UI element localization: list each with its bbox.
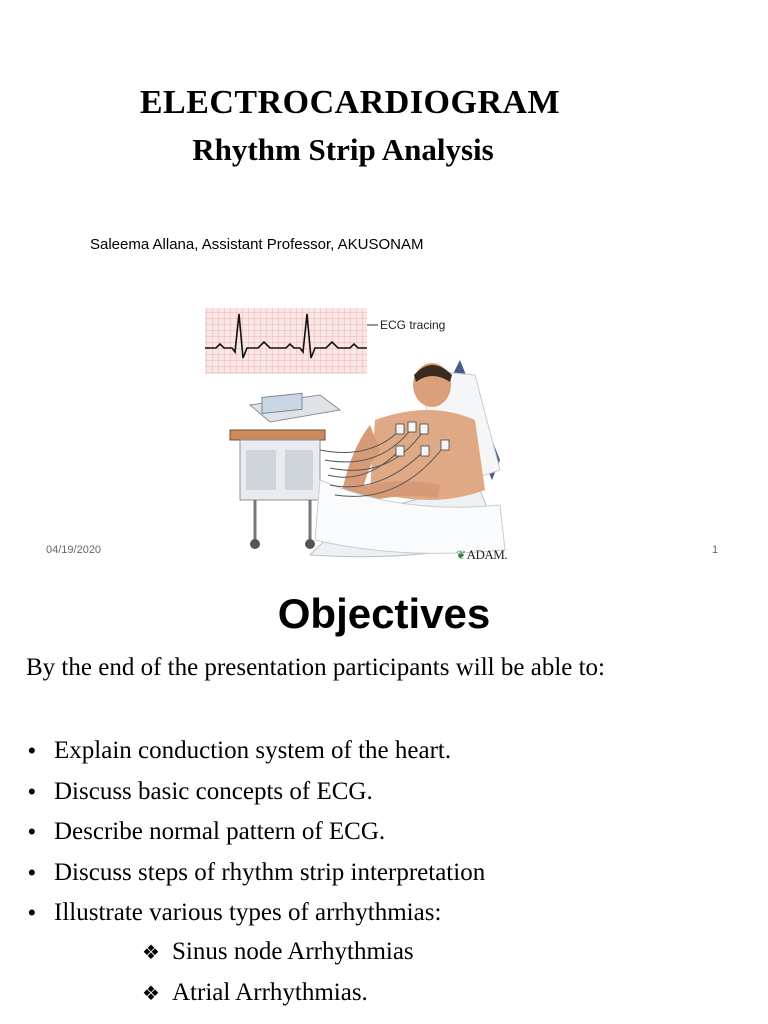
slide-subtitle: Rhythm Strip Analysis — [192, 132, 494, 167]
bullet-icon: • — [28, 738, 36, 763]
objectives-intro: By the end of the presentation participants will be able to: — [26, 654, 606, 681]
adam-logo — [456, 547, 507, 563]
list-item: • Discuss steps of rhythm strip interpretation — [28, 856, 485, 897]
list-item: • Explain conduction system of the heart. — [28, 734, 485, 775]
list-item: ❖ Atrial Arrhythmias. — [142, 976, 414, 1017]
diamond-bullet-icon: ❖ — [142, 982, 160, 1005]
ecg-patient-illustration — [200, 300, 530, 562]
list-item: • Illustrate various types of arrhythmias: — [28, 896, 485, 937]
list-item: • Discuss basic concepts of ECG. — [28, 775, 485, 816]
ecg-tracing-label: ECG tracing — [380, 318, 446, 332]
author-line: Saleema Allana, Assistant Professor, AKUSONAM — [90, 236, 424, 253]
bullet-icon: • — [28, 900, 36, 925]
objectives-slide — [0, 578, 768, 1024]
bullet-icon: • — [28, 859, 36, 885]
slide-number: 1 — [712, 544, 719, 556]
arrhythmia-sublist — [142, 935, 414, 1016]
diamond-bullet-icon: ❖ — [142, 942, 160, 964]
slide-title: ELECTROCARDIOGRAM — [139, 84, 561, 121]
adam-logo-text: ADAM. — [466, 547, 508, 562]
bullet-icon: • — [28, 778, 36, 804]
list-item: • Describe normal pattern of ECG. — [28, 815, 485, 856]
leaf-icon: ❦ — [456, 548, 466, 562]
objectives-title: Objectives — [277, 590, 491, 637]
list-item: ❖ Sinus node Arrhythmias — [142, 935, 414, 976]
slide-date: 04/19/2020 — [46, 544, 102, 556]
objectives-list — [28, 734, 485, 937]
bullet-icon: • — [28, 819, 36, 844]
